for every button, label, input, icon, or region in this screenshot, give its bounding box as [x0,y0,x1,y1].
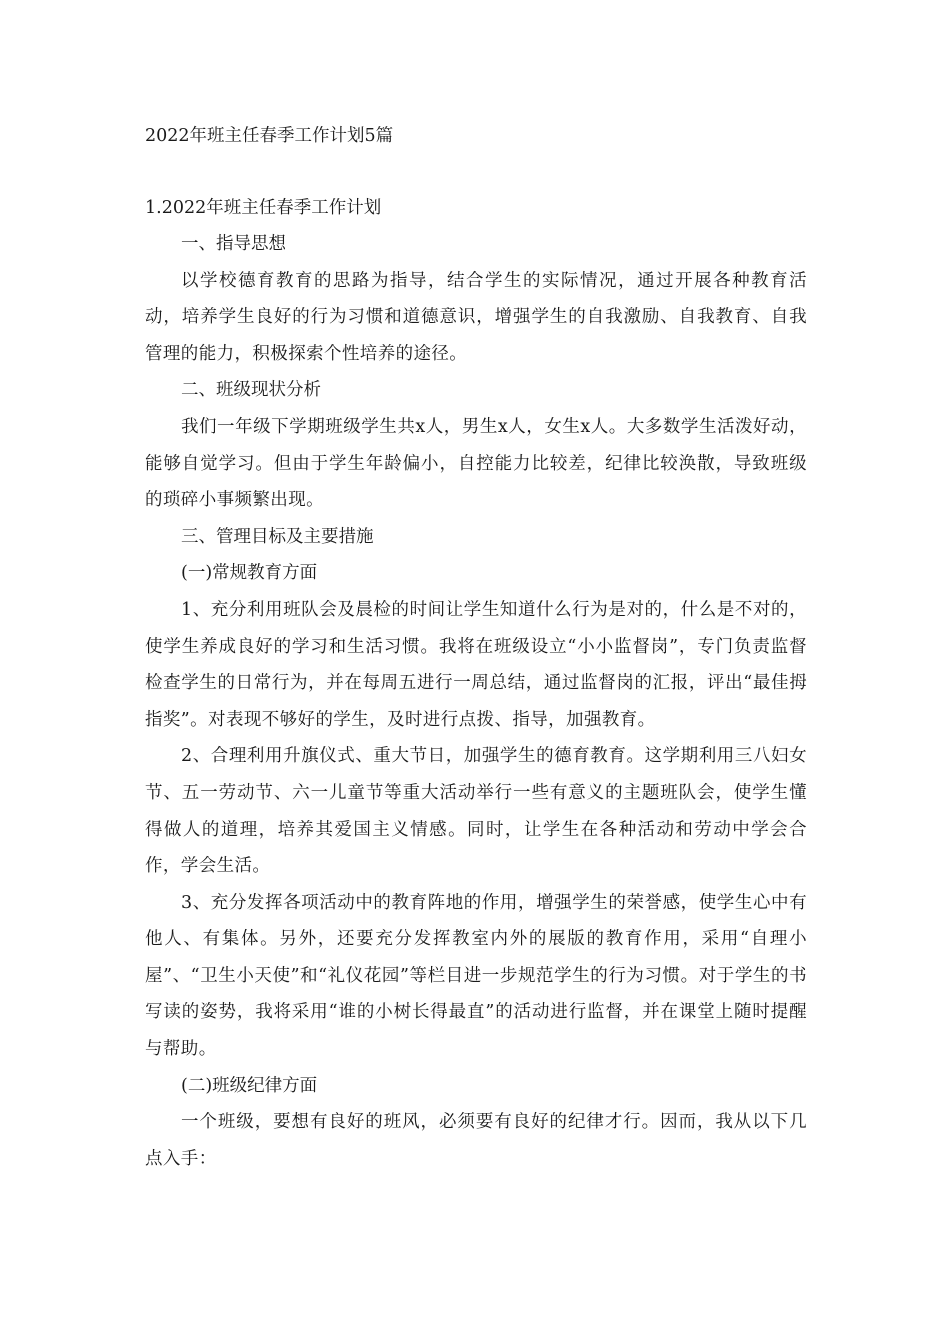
subheading-class-discipline: (二)班级纪律方面 [181,1075,318,1096]
paragraph: 以学校德育教育的思路为指导，结合学生的实际情况，通过开展各种教育活动，培养学生良好的行为习惯和道德意识，增强学生的自我激励、自我教育、自我管理的能力，积极探索个性培养的途径。 [145,270,807,364]
subheading-routine-education: (一)常规教育方面 [181,563,318,584]
paragraph: 一个班级，要想有良好的班风，必须要有良好的纪律才行。因而，我从以下几点入手： [145,1112,807,1169]
paragraph: 3、充分发挥各项活动中的教育阵地的作用，增强学生的荣誉感，使学生心中有他人、有集体。另外，还要充分发挥教室内外的展版的教育作用，采用“自理小屋”、“卫生小天使”和“礼仪花园”等栏目进一步规范学生的行为习惯。对于学生的书写读的姿势，我将采用“谁的小树长得最直”的活动进行监督，并在课堂上随时提醒与帮助。 [145,892,807,1060]
heading-guiding-ideology: 一、指导思想 [181,234,286,254]
paragraph: 2、合理利用升旗仪式、重大节日，加强学生的德育教育。这学期利用三八妇女节、五一劳动节、六一儿童节等重大活动举行一些有意义的主题班队会，使学生懂得做人的道理，培养其爱国主义情感。同时，让学生在各种活动和劳动中学会合作，学会生活。 [145,746,807,877]
paragraph: 1、充分利用班队会及晨检的时间让学生知道什么行为是对的，什么是不对的，使学生养成良好的学习和生活习惯。我将在班级设立“小小监督岗”，专门负责监督检查学生的日常行为，并在每周五进行一周总结，通过监督岗的汇报，评出“最佳拇指奖”。对表现不够好的学生，及时进行点拨、指导，加强教育。 [145,599,807,730]
document-title: 2022年班主任春季工作计划5篇 [145,126,394,146]
paragraph: 我们一年级下学期班级学生共x人，男生x人，女生x人。大多数学生活泼好动，能够自觉学习。但由于学生年龄偏小，自控能力比较差，纪律比较涣散，导致班级的琐碎小事频繁出现。 [145,416,807,511]
section-title: 1.2022年班主任春季工作计划 [145,198,382,218]
heading-class-status: 二、班级现状分析 [181,380,321,401]
document-body [145,118,807,1177]
heading-goals-measures: 三、管理目标及主要措施 [181,526,374,547]
